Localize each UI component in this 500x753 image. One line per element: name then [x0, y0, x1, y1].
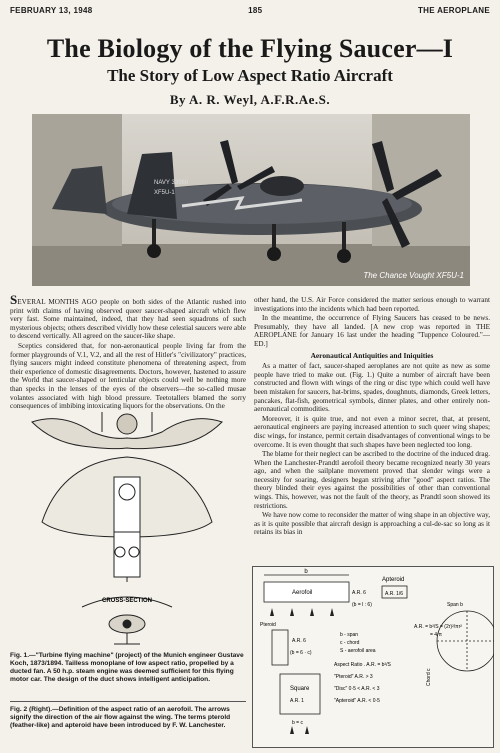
- paragraph: Sceptics considered that, for non-aeronautical people living far from the former playgrounds of V.1, V.2, and all the rest of Hitler's "civilizatory" practices, flying saucers might indeed constitute phenomena of threatening aspect, from their experience of domestic disagreements. Doctors, however, hastened to assure the World that saucer-shaped or lenticular objects could well be nothing more than specks in the lenses of the eyes of the observers—the so-called musae volantes associated with high blood pressure. Teetotallers blamed the sorry consequences of imbibing intoxicating liquors for the observations. On the: [10, 341, 246, 411]
- paragraph: Moreover, it is quite true, and not even a minor secret, that, at present, aeronautical engineers are paying increased attention to such queer wing shapes; disc wings, for instance, permit certain disadvantages of conventional wings to be overcome. It is even thought that such shapes have been neglected too long.: [254, 414, 490, 449]
- aspect-ratio-formula: Aspect Ratio . A.R. = b²/S: [334, 662, 391, 668]
- apteroid-ar-label: A.R. 1/6: [385, 591, 404, 597]
- figure-1: [22, 402, 232, 650]
- apteroid-label: Apteroid: [382, 577, 405, 583]
- aircraft-marking-type: XF5U-1: [154, 190, 175, 196]
- figure-1-caption: Fig. 1.—"Turbine flying machine" (project) of the Munich engineer Gustave Koch, 1873/1894. Tailless monoplane of low aspect ratio, propelled by a ducted fan. A 50 h.p. steam engine was deemed sufficient for this flying motor car. The design of the duct shows intelligent anticipation.: [10, 652, 244, 683]
- span-b-label: b: [304, 569, 308, 575]
- article-subtitle: The Story of Low Aspect Ratio Aircraft: [107, 66, 393, 85]
- aspect-ratio-diagram: [252, 566, 494, 748]
- paragraph: SEVERAL MONTHS AGO people on both sides of the Atlantic rushed into print with claims of having observed queer saucer-shaped aircraft which flew very fast. Some maintained, indeed, that they had seen squadrons of such mysterious objects; others described vividly how these celestial saucers were able to descend vertically. All agreed on the saucer-like shape.: [10, 292, 246, 341]
- apteroid-range: "Apteroid" A.R. < 0·5: [334, 698, 380, 704]
- b-equals-c-label: b = c: [292, 720, 303, 726]
- aerofoil-ar-label: A.R. 6: [352, 590, 366, 596]
- square-ar-label: A.R. 1: [290, 698, 304, 704]
- left-column: [10, 292, 246, 412]
- paragraph: We have now come to reconsider the matter of wing shape in an objective way, as it is quite possible that aircraft design is approaching a cul-de-sac so long as it retains its bias in: [254, 511, 490, 537]
- paragraph: In the meantime, the occurrence of Flying Saucers has ceased to be news. Presumably, they have all landed. [A new crop was reported in THE AEROPLANE for January 16 last under the heading "Tuppence Coloured."—ED.]: [254, 314, 490, 348]
- aircraft-marking-navy: NAVY 33960: [154, 180, 189, 186]
- cross-section-label: CROSS-SECTION: [101, 598, 153, 604]
- paragraph: other hand, the U.S. Air Force considered the matter serious enough to warrant investigations into the incidents which had been reported.: [254, 296, 490, 313]
- aircraft-photo: [32, 114, 470, 286]
- c-chord-legend: c - chord: [340, 640, 360, 646]
- section-heading: Aeronautical Antiquities and Iniquities: [310, 350, 434, 360]
- paragraph: The blame for their neglect can be ascribed to the doctrine of the induced drag. When the Lanchester-Prandtl aerofoil theory became recognized nearly 30 years ago, and when the sailplane movement proved that slender wings were a necessity for soaring, designers began striving after "good" aspect ratios. The theory blinded their eyes against the possibilities of other than conventional wings. This, however, was not the fault of the theory, as Prandtl soon showed its restrictions.: [254, 450, 490, 510]
- paragraph: As a matter of fact, saucer-shaped aeroplanes are not quite as new as some people have tried to make out. (Fig. 1.) Quite a number of aircraft have been constructed and flown with wings of the ring or disc type which could well have been mistaken for saucers, hat-brims, spades, doughnuts, diamonds, Greek letters, pancakes, flat-fish, geometrical symbols, dinner plates, and other entirely non-aeronautical commodities.: [254, 362, 490, 414]
- aerofoil-b-equation: (b = l : 6): [352, 602, 372, 608]
- span-label: Span b: [447, 602, 463, 608]
- caption-divider: [10, 701, 246, 702]
- circle-ar-label: A.R. = b²/S = (2r)²/πr²: [414, 624, 462, 630]
- circle-ar-value: = 4/π: [430, 632, 442, 638]
- photo-caption: The Chance Vought XF5U-1: [363, 271, 464, 280]
- header-journal: THE AEROPLANE: [417, 6, 490, 15]
- drop-cap: S: [10, 292, 18, 307]
- right-column: [254, 296, 490, 538]
- koch-flying-machine-drawing: [22, 402, 232, 650]
- aerofoil-label: Aerofoil: [292, 590, 313, 596]
- pteroid-ar-label: A.R. 6: [292, 638, 306, 644]
- figure-2: [252, 566, 494, 748]
- byline: By A. R. Weyl, A.F.R.Ae.S.: [169, 92, 331, 107]
- chord-label: Chord c: [426, 668, 432, 686]
- square-label: Square: [290, 686, 310, 692]
- s-area-legend: S - aerofoil area: [340, 648, 376, 654]
- pteroid-range: "Pteroid" A.R. > 3: [334, 674, 373, 680]
- pteroid-b-equation: (b = 6 · c): [290, 650, 312, 656]
- article-title: The Biology of the Flying Saucer—I: [46, 34, 454, 63]
- header-page-number: 185: [248, 6, 263, 15]
- disc-range: "Disc" 0·5 < A.R. < 3: [334, 686, 380, 692]
- page-header: [10, 6, 490, 18]
- b-span-legend: b - span: [340, 632, 359, 638]
- header-date: FEBRUARY 13, 1948: [10, 6, 93, 15]
- pteroid-label: Pteroid: [260, 622, 276, 628]
- aircraft-illustration: [32, 114, 470, 286]
- figure-2-caption: Fig. 2 (Right).—Definition of the aspect ratio of an aerofoil. The arrows signify the direction of the air flow against the wing. The terms pterold (feather-like) and apteroid have been introduced by F. W. Lanchester.: [10, 706, 231, 729]
